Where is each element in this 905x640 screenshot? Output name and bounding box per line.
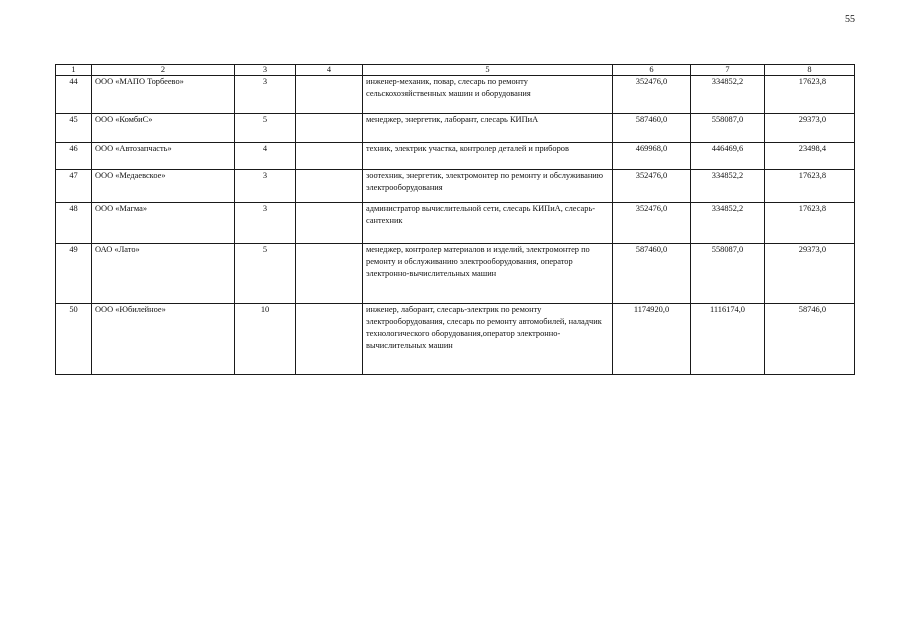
value-8-cell: 29373,0	[765, 244, 855, 304]
page-number: 55	[845, 14, 855, 25]
company-name: ООО «КомбиС»	[92, 114, 235, 143]
table-row	[56, 170, 855, 203]
job-count: 3	[235, 203, 296, 244]
row-number: 47	[56, 170, 92, 203]
company-name: ООО «Юбилейное»	[92, 304, 235, 375]
company-name: ОАО «Лато»	[92, 244, 235, 304]
table-row	[56, 76, 855, 114]
professions-cell: менеджер, контролер материалов и изделий, электромонтер по ремонту и обслуживанию электрооборудования, оператор электронно-вычислительных машин	[363, 244, 613, 304]
header-cell-6: 6	[613, 65, 691, 76]
value-7-cell: 334852,2	[691, 203, 765, 244]
header-cell-7: 7	[691, 65, 765, 76]
row-number: 46	[56, 143, 92, 170]
job-count: 10	[235, 304, 296, 375]
table-row	[56, 203, 855, 244]
table-row	[56, 244, 855, 304]
header-cell-3: 3	[235, 65, 296, 76]
professions-cell: инженер, лаборант, слесарь-электрик по ремонту электрооборудования, слесарь по ремонту автомобилей, наладчик технологического оборудования,оператор электронно-вычислительных машин	[363, 304, 613, 375]
value-6-cell: 1174920,0	[613, 304, 691, 375]
value-6-cell: 352476,0	[613, 203, 691, 244]
job-count: 4	[235, 143, 296, 170]
header-cell-2: 2	[92, 65, 235, 76]
table-row	[56, 114, 855, 143]
column-4-cell	[296, 244, 363, 304]
table-body	[56, 76, 855, 375]
table-header	[56, 65, 855, 76]
value-8-cell: 58746,0	[765, 304, 855, 375]
table-row	[56, 304, 855, 375]
professions-cell: менеджер, энергетик, лаборант, слесарь КИПиА	[363, 114, 613, 143]
value-8-cell: 23498,4	[765, 143, 855, 170]
column-4-cell	[296, 114, 363, 143]
value-8-cell: 29373,0	[765, 114, 855, 143]
professions-cell: техник, электрик участка, контролер деталей и приборов	[363, 143, 613, 170]
header-cell-5: 5	[363, 65, 613, 76]
column-4-cell	[296, 203, 363, 244]
value-6-cell: 352476,0	[613, 76, 691, 114]
table-row	[56, 143, 855, 170]
value-7-cell: 334852,2	[691, 170, 765, 203]
value-7-cell: 334852,2	[691, 76, 765, 114]
header-cell-8: 8	[765, 65, 855, 76]
job-count: 5	[235, 114, 296, 143]
value-7-cell: 558087,0	[691, 244, 765, 304]
company-name: ООО «Автозапчасть»	[92, 143, 235, 170]
company-name: ООО «МАПО Торбеево»	[92, 76, 235, 114]
value-6-cell: 587460,0	[613, 114, 691, 143]
job-count: 3	[235, 170, 296, 203]
row-number: 44	[56, 76, 92, 114]
column-4-cell	[296, 304, 363, 375]
value-8-cell: 17623,8	[765, 170, 855, 203]
professions-cell: администратор вычислительной сети, слесарь КИПиА, слесарь-сантехник	[363, 203, 613, 244]
column-4-cell	[296, 143, 363, 170]
job-count: 5	[235, 244, 296, 304]
value-8-cell: 17623,8	[765, 203, 855, 244]
value-7-cell: 558087,0	[691, 114, 765, 143]
column-4-cell	[296, 76, 363, 114]
row-number: 49	[56, 244, 92, 304]
header-row	[56, 65, 855, 76]
header-cell-1: 1	[56, 65, 92, 76]
value-6-cell: 352476,0	[613, 170, 691, 203]
job-count: 3	[235, 76, 296, 114]
value-8-cell: 17623,8	[765, 76, 855, 114]
value-7-cell: 1116174,0	[691, 304, 765, 375]
professions-cell: инженер-механик, повар, слесарь по ремонту сельскохозяйственных машин и оборудования	[363, 76, 613, 114]
row-number: 50	[56, 304, 92, 375]
value-6-cell: 587460,0	[613, 244, 691, 304]
row-number: 45	[56, 114, 92, 143]
data-table	[55, 64, 855, 375]
value-6-cell: 469968,0	[613, 143, 691, 170]
professions-cell: зоотехник, энергетик, электромонтер по ремонту и обслуживанию электрооборудования	[363, 170, 613, 203]
value-7-cell: 446469,6	[691, 143, 765, 170]
row-number: 48	[56, 203, 92, 244]
company-name: ООО «Магма»	[92, 203, 235, 244]
company-name: ООО «Медаевское»	[92, 170, 235, 203]
column-4-cell	[296, 170, 363, 203]
header-cell-4: 4	[296, 65, 363, 76]
